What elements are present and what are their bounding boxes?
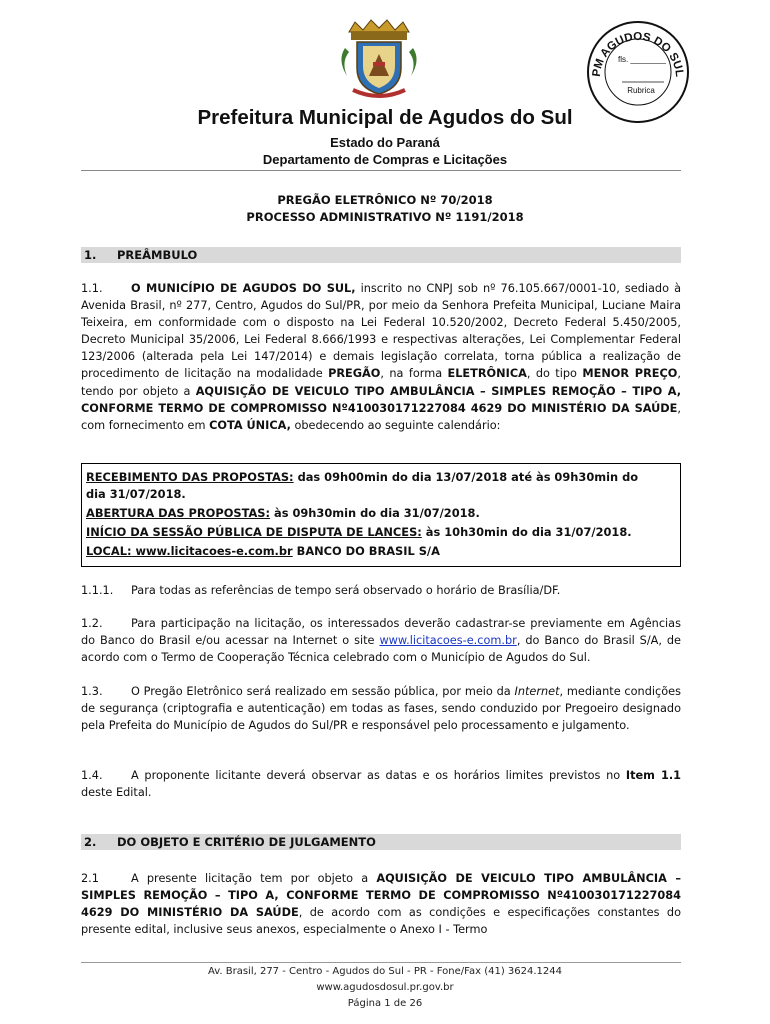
text-run: obedecendo ao seguinte calendário: (290, 418, 501, 432)
text-run: , mediante condições de segurança (criptografia e autenticação) em todas as fases, sendo conduzido por Pregoeiro designado pela Prefeita do Município de Agudos do Sul/PR e responsável pelo processamento e julgamento. (81, 685, 681, 733)
section-2-title: DO OBJETO E CRITÉRIO DE JULGAMENTO (117, 835, 376, 849)
document-title-pregao: PREGÃO ELETRÔNICO Nº 70/2018 (277, 193, 493, 207)
bold-tipo: MENOR PREÇO (582, 367, 678, 381)
calendar-recebimento (86, 470, 638, 484)
header-department: Departamento de Compras e Licitações (262, 152, 508, 167)
paragraph-number: 1.2. (81, 617, 103, 630)
footer-address: Av. Brasil, 277 - Centro - Agudos do Sul - PR - Fone/Fax (41) 3624.1244 (207, 966, 562, 977)
paragraph-number: 1.1.1. (81, 584, 114, 597)
text-run: O Pregão Eletrônico será realizado em sessão pública, por meio da (131, 685, 515, 698)
bold-modalidade: PREGÃO (328, 367, 381, 381)
text-run: Para participação na licitação, os interessados deverão cadastrar-se previamente em Agências do Banco do Brasil e/ou acessar na Internet o site (81, 617, 681, 648)
calendar-text: das 09h00min do dia 13/07/2018 até às 09h30min do (293, 470, 639, 484)
licitacoes-link[interactable]: www.licitacoes-e.com.br (379, 634, 517, 648)
calendar-abertura (86, 506, 480, 520)
calendar-label: INÍCIO DA SESSÃO PÚBLICA DE DISPUTA DE LANCES: (86, 525, 422, 539)
calendar-label: LOCAL: www.licitacoes-e.com.br (86, 544, 293, 558)
calendar-inicio-sessao (86, 525, 632, 539)
calendar-label: RECEBIMENTO DAS PROPOSTAS: (86, 470, 294, 484)
bold-objeto: AQUISIÇÃO DE VEICULO TIPO AMBULÂNCIA – SIMPLES REMOÇÃO – TIPO A, CONFORME TERMO DE COMPROMISSO Nº410030171227084 4629 DO MINISTÉRIO DA SAÚDE (81, 384, 681, 415)
paragraph-number: 1.4. (81, 769, 103, 782)
paragraph-1-1-1 (81, 582, 681, 599)
header-title: Prefeitura Municipal de Agudos do Sul (197, 106, 573, 129)
calendar-local (86, 544, 440, 558)
paragraph-1-2 (81, 615, 681, 666)
calendar-recebimento-continued: dia 31/07/2018. (86, 487, 186, 501)
calendar-box (81, 463, 681, 567)
footer-divider (81, 962, 681, 963)
paragraph-1-3 (81, 683, 681, 734)
section-1-heading (81, 247, 681, 263)
paragraph-1-1 (81, 280, 681, 434)
text-run: deste Edital. (81, 786, 152, 800)
footer-page-number: Página 1 de 26 (347, 998, 423, 1009)
document-title-processo: PROCESSO ADMINISTRATIVO Nº 1191/2018 (246, 210, 524, 224)
italic-internet: Internet (514, 685, 560, 698)
calendar-text: às 09h30min do dia 31/07/2018. (270, 506, 480, 520)
bold-item: Item 1.1 (625, 769, 681, 782)
text-run: , de acordo com as condições e especificações constantes do presente edital, inclusive seus anexos, especialmente o Anexo I - Termo (81, 906, 681, 937)
text-run: A presente licitação tem por objeto a (131, 872, 377, 885)
header-divider (81, 170, 681, 171)
municipal-coat-of-arms-icon (335, 18, 423, 100)
section-2-heading (81, 834, 681, 850)
calendar-text: às 10h30min do dia 31/07/2018. (421, 525, 632, 539)
text-run: inscrito no CNPJ sob nº 76.105.667/0001-10, sediado à Avenida Brasil, nº 277, Centro, Agudos do Sul/PR, por meio da Senhora Prefeita Municipal, Luciane Maira Teixeira, em conformidade com o disposto na Lei Federal 10.520/2002, Decreto Federal 5.450/2005, Decreto Municipal 35/2006, Lei Federal 8.666/1993 e respectivas alterações, Lei Complementar Federal 123/2006 (alterada pela Lei 147/2014) e demais legislação correlata, torna pública a realização de procedimento de licitação na modalidade (81, 282, 682, 381)
section-1-number: 1. (84, 248, 97, 262)
header-state: Estado do Paraná (330, 135, 440, 150)
bold-cota: COTA ÚNICA, (209, 418, 291, 432)
text-run: , tendo por objeto a (81, 367, 681, 398)
section-1-title: PREÂMBULO (117, 248, 198, 262)
text-run: A proponente licitante deverá observar as datas e os horários limites previstos no (131, 769, 626, 782)
calendar-label: ABERTURA DAS PROPOSTAS: (86, 506, 271, 520)
text-run: Para todas as referências de tempo será observado o horário de Brasília/DF. (131, 584, 561, 597)
stamp-fls-label: fls. ________ (617, 55, 667, 64)
paragraph-number: 2.1 (81, 872, 99, 885)
footer-website: www.agudosdosul.pr.gov.br (316, 982, 454, 993)
calendar-text: BANCO DO BRASIL S/A (292, 544, 440, 558)
stamp-rubrica-label: Rubrica (627, 86, 655, 95)
stamp-arc-text: PM AGUDOS DO SUL (590, 30, 686, 78)
bold-objeto: AQUISIÇÃO DE VEICULO TIPO AMBULÂNCIA – SIMPLES REMOÇÃO – TIPO A, CONFORME TERMO DE COMPROMISSO Nº410030171227084 4629 DO MINISTÉRIO DA SAÚDE (81, 872, 682, 920)
section-2-number: 2. (84, 835, 97, 849)
municipio-name: O MUNICÍPIO DE AGUDOS DO SUL, (131, 282, 356, 295)
paragraph-2-1 (81, 870, 681, 938)
bold-forma: ELETRÔNICA (447, 367, 527, 381)
paragraph-number: 1.3. (81, 685, 103, 698)
text-run: , do Banco do Brasil S/A, de acordo com o Termo de Cooperação Técnica celebrado com o Município de Agudos do Sul. (81, 634, 682, 665)
paragraph-number: 1.1. (81, 282, 103, 295)
text-run: , com fornecimento em (81, 401, 681, 432)
text-run: , na forma (380, 367, 448, 381)
text-run: , do tipo (526, 367, 583, 381)
paragraph-1-4 (81, 767, 681, 801)
